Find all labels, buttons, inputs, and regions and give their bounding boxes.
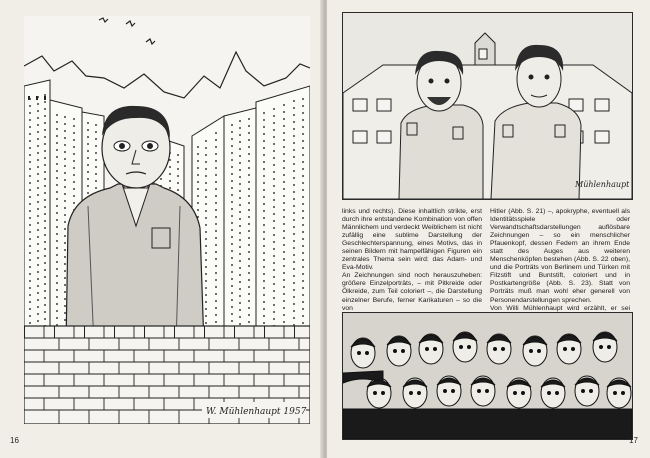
paragraph: Von Willi Mühlenhaupt wird erzählt, er sei [490,304,630,312]
birds [99,18,155,44]
article-text [342,208,631,310]
text-column-right [490,208,630,321]
signature: W. Mühlenhaupt 1957 [206,407,307,417]
man-left-body [399,105,483,199]
illustration-man-before-wall [24,16,310,424]
illustration-two-men-building [342,12,633,200]
paragraph: An Zeichnungen sind noch herauszuheben: größere Einzelporträts, – mit Pitkreide oder Ölkreide, zum Teil coloriert –, die Darstellung einzelner Berufe, ferner Karikaturen – so die von [342,272,482,312]
man-right-body [491,103,581,199]
paragraph: Hitler (Abb. S. 21) –, apokryphe, eventuell als Identitätsspiele oder Verwandtschaftsdarstellungen auflösbare Zeichnungen – so ein menschlicher Pfauenkopf, dessen Federn an ihrem Ende statt des Auges aus weiteren Menschenköpfen bestehen (Abb. S. 22 oben), und die Porträts von Berlinern und Türken mit Filzstift und Buntstift, coloriert und in Postkartengröße (Abb. S. 23). Statt von Porträts muß man wohl eher generell von Personendarstellungen sprechen. [490,208,630,304]
paragraph: links und rechts). Diese inhaltlich strikte, erst durch ihre entstandene Kombination von offen Männlichem und verdeckt Weiblichem ist nicht zufällig eine sublime Darstellung der Geschlechterspannung, eines Motivs, das in seinen Bildern mit hampelfähigen Figuren ein zentrales Thema sein wird: das Adam- und Eva-Motiv. [342,208,482,272]
top-illustration-signature: Mühlenhaupt [575,180,630,189]
illustration-crowd-portraits [342,312,633,440]
page-number-right: 17 [629,436,638,445]
mountains [24,52,310,98]
drawing-man-wall [24,16,310,424]
text-column-left [342,208,482,313]
page-number-left: 16 [10,436,19,445]
drawing-crowd [343,313,632,439]
drawing-two-men [343,13,632,199]
right-page [327,0,650,458]
buildings-right [192,86,310,346]
left-page [0,0,323,458]
